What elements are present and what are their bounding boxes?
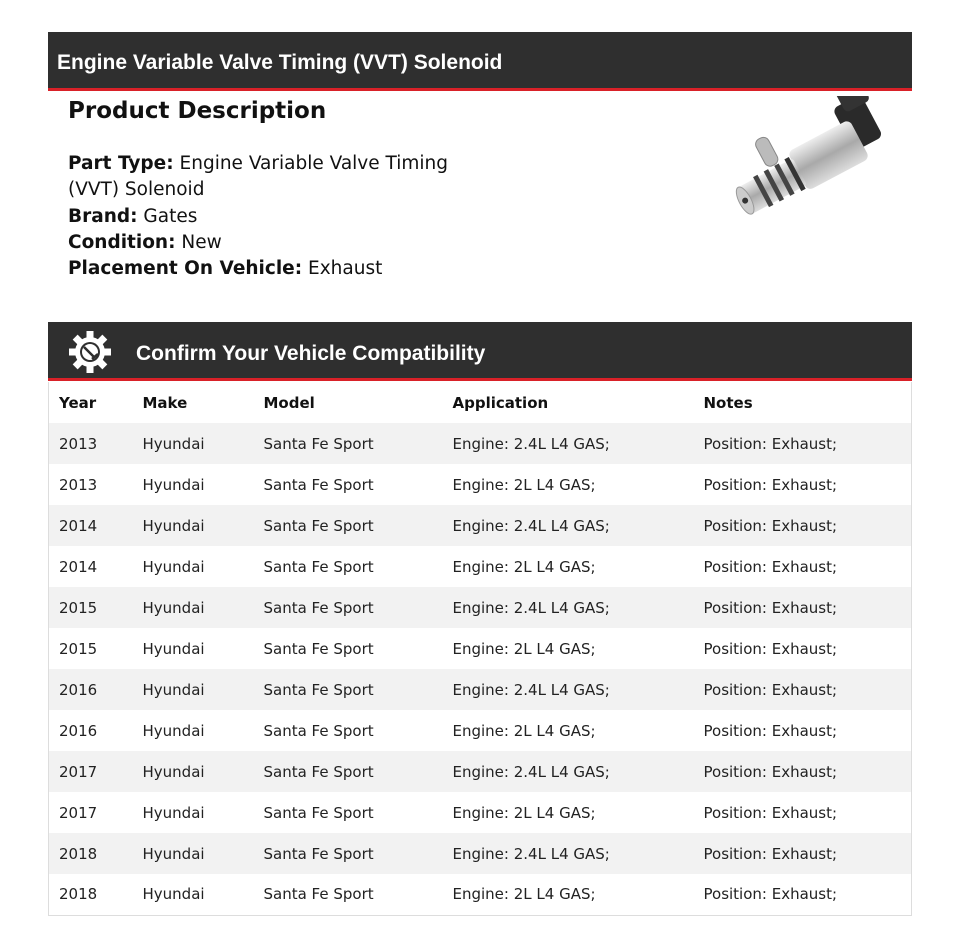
description-fields [68, 151, 448, 282]
table-cell: Position: Exhaust; [703, 639, 838, 658]
table-cell: Santa Fe Sport [263, 680, 374, 699]
table-cell: Santa Fe Sport [263, 434, 374, 453]
table-cell: Santa Fe Sport [263, 598, 374, 617]
table-cell: Santa Fe Sport [263, 721, 374, 740]
table-row [49, 628, 912, 669]
table-cell: Engine: 2L L4 GAS; [452, 557, 596, 576]
table-cell: Engine: 2L L4 GAS; [452, 885, 596, 904]
table-cell: Engine: 2.4L L4 GAS; [452, 598, 610, 617]
table-cell: 2014 [59, 557, 98, 576]
table-cell: 2016 [59, 721, 98, 740]
table-cell: Hyundai [142, 434, 205, 453]
compatibility-title: Confirm Your Vehicle Compatibility [136, 342, 486, 365]
table-cell: Santa Fe Sport [263, 516, 374, 535]
table-cell: Engine: 2L L4 GAS; [452, 639, 596, 658]
table-cell: Santa Fe Sport [263, 557, 374, 576]
table-cell: Engine: 2.4L L4 GAS; [452, 844, 610, 863]
table-cell: Engine: 2L L4 GAS; [452, 721, 596, 740]
field-value: Engine Variable Valve Timing (VVT) Solenoid [68, 153, 449, 201]
table-cell: Santa Fe Sport [263, 885, 374, 904]
table-cell: Position: Exhaust; [703, 680, 838, 699]
table-cell: Santa Fe Sport [263, 639, 374, 658]
table-cell: Hyundai [142, 516, 205, 535]
table-cell: Position: Exhaust; [703, 598, 838, 617]
table-cell: Position: Exhaust; [703, 721, 838, 740]
product-image [722, 96, 912, 236]
table-cell: Hyundai [142, 803, 205, 822]
table-row [49, 874, 912, 915]
table-cell: 2013 [59, 434, 98, 453]
table-cell: Engine: 2.4L L4 GAS; [452, 680, 610, 699]
table-cell: Engine: 2.4L L4 GAS; [452, 516, 610, 535]
gear-icon [68, 330, 112, 374]
field-label: Placement On Vehicle: [68, 258, 303, 280]
table-cell: Hyundai [142, 885, 205, 904]
table-cell: Engine: 2.4L L4 GAS; [452, 434, 610, 453]
column-header: Notes [703, 393, 753, 412]
table-row [49, 464, 912, 505]
table-cell: Hyundai [142, 557, 205, 576]
table-cell: Hyundai [142, 680, 205, 699]
table-cell: 2018 [59, 844, 98, 863]
table-cell: Santa Fe Sport [263, 762, 374, 781]
table-cell: 2015 [59, 598, 98, 617]
field-value: Exhaust [308, 258, 383, 280]
table-cell: 2017 [59, 762, 98, 781]
table-row [49, 505, 912, 546]
column-header: Application [452, 393, 549, 412]
table-cell: Santa Fe Sport [263, 844, 374, 863]
table-cell: Position: Exhaust; [703, 475, 838, 494]
compatibility-bar [48, 322, 912, 381]
table-cell: Position: Exhaust; [703, 516, 838, 535]
table-cell: Santa Fe Sport [263, 475, 374, 494]
table-cell: Engine: 2L L4 GAS; [452, 803, 596, 822]
table-cell: Position: Exhaust; [703, 434, 838, 453]
description-field [68, 204, 448, 230]
table-cell: Engine: 2L L4 GAS; [452, 475, 596, 494]
table-cell: Position: Exhaust; [703, 885, 838, 904]
table-cell: Position: Exhaust; [703, 844, 838, 863]
table-row [49, 546, 912, 587]
column-header: Model [263, 393, 315, 412]
table-row [49, 792, 912, 833]
table-cell: Position: Exhaust; [703, 557, 838, 576]
table-cell: Position: Exhaust; [703, 803, 838, 822]
table-cell: Hyundai [142, 475, 205, 494]
description-heading: Product Description [68, 98, 327, 124]
table-row [49, 423, 912, 464]
table-cell: 2016 [59, 680, 98, 699]
compatibility-table [48, 382, 912, 916]
table-row [49, 710, 912, 751]
table-cell: Hyundai [142, 844, 205, 863]
column-header: Make [142, 393, 188, 412]
table-cell: 2014 [59, 516, 98, 535]
table-row [49, 587, 912, 628]
table-cell: Hyundai [142, 721, 205, 740]
table-cell: Hyundai [142, 762, 205, 781]
table-cell: Hyundai [142, 598, 205, 617]
description-field [68, 151, 448, 204]
table-row [49, 833, 912, 874]
table-cell: 2018 [59, 885, 98, 904]
table-cell: Position: Exhaust; [703, 762, 838, 781]
field-value: Gates [143, 205, 198, 227]
table-cell: Engine: 2.4L L4 GAS; [452, 762, 610, 781]
table-row [49, 669, 912, 710]
product-title: Engine Variable Valve Timing (VVT) Solenoid [57, 51, 503, 74]
table-row [49, 751, 912, 792]
description-field [68, 230, 448, 256]
table-cell: 2013 [59, 475, 98, 494]
table-cell: 2015 [59, 639, 98, 658]
field-value: New [181, 231, 222, 253]
field-label: Part Type: [68, 153, 174, 174]
field-label: Condition: [68, 231, 176, 253]
field-label: Brand: [68, 205, 138, 227]
column-header: Year [59, 393, 97, 412]
description-field [68, 256, 448, 282]
product-title-bar [48, 32, 912, 91]
table-header-row [49, 382, 912, 423]
table-cell: Santa Fe Sport [263, 803, 374, 822]
table-cell: 2017 [59, 803, 98, 822]
table-cell: Hyundai [142, 639, 205, 658]
